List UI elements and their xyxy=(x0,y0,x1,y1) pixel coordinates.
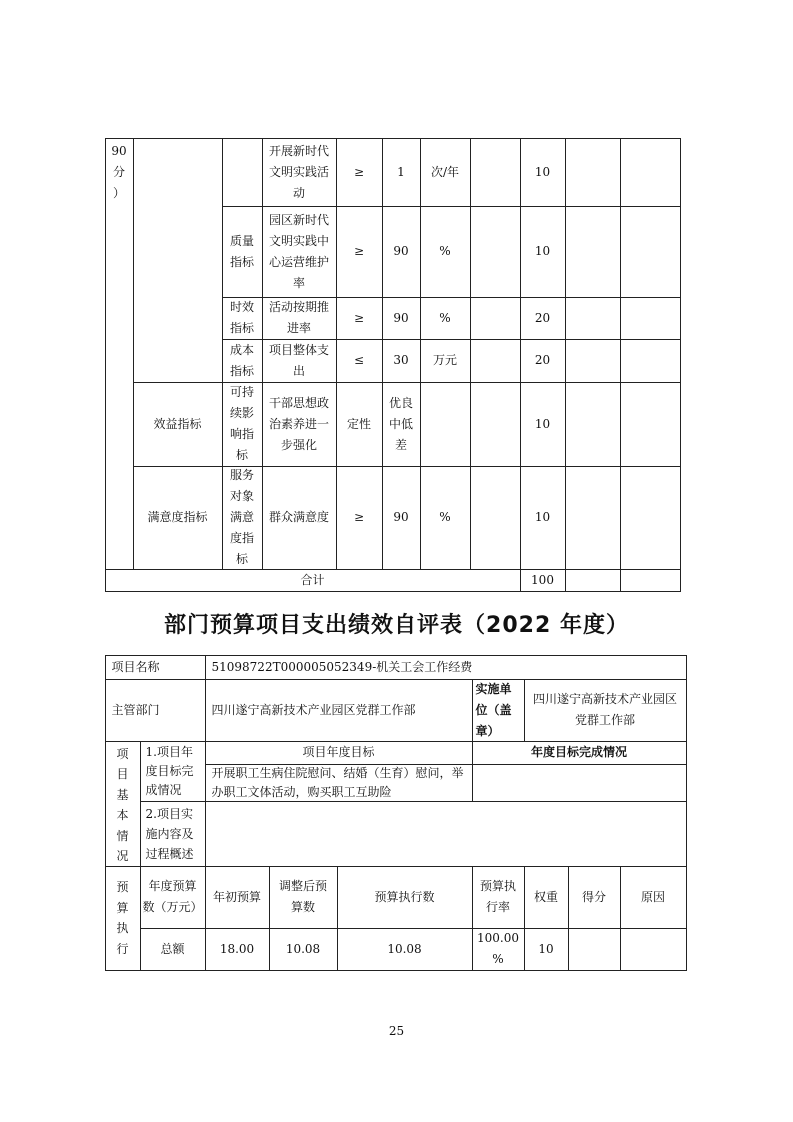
budget-header: 权重 xyxy=(524,866,569,929)
operator: ≥ xyxy=(336,206,383,298)
indicator: 干部思想政 治素养进一 步强化 xyxy=(262,382,337,467)
budget-label: 预 算 执 行 xyxy=(105,866,141,971)
budget-header: 原因 xyxy=(620,866,687,929)
unit: 次/年 xyxy=(420,138,471,207)
score xyxy=(565,297,621,340)
target-value: 30 xyxy=(382,339,421,383)
budget-header: 预算执行数 xyxy=(337,866,473,929)
indicator: 园区新时代 文明实践中 心运营维护 率 xyxy=(262,206,337,298)
goal-header: 项目年度目标 xyxy=(205,741,473,765)
budget-cell xyxy=(568,928,621,971)
weight: 10 xyxy=(520,466,566,570)
impl-unit-label: 实施单 位（盖 章） xyxy=(472,679,525,742)
sub-indicator: 可持 续影 响指 标 xyxy=(222,382,263,467)
sub-indicator xyxy=(222,138,263,207)
project-name: 51098722T000005052349-机关工会工作经费 xyxy=(205,655,687,680)
unit: % xyxy=(420,206,471,298)
score xyxy=(565,382,621,467)
reason xyxy=(620,466,681,570)
weight: 10 xyxy=(520,206,566,298)
unit: % xyxy=(420,297,471,340)
operator: ≥ xyxy=(336,138,383,207)
completion-header: 年度目标完成情况 xyxy=(472,741,687,765)
budget-cell: 总额 xyxy=(140,928,206,971)
score xyxy=(565,206,621,298)
actual-value xyxy=(470,138,521,207)
budget-header: 预算执 行率 xyxy=(472,866,525,929)
budget-cell: 18.00 xyxy=(205,928,270,971)
impl-unit: 四川遂宁高新技术产业园区 党群工作部 xyxy=(524,679,687,742)
unit xyxy=(420,382,471,467)
target-value: 90 xyxy=(382,466,421,570)
impl-content xyxy=(205,801,687,867)
operator: ≤ xyxy=(336,339,383,383)
goal-text: 开展职工生病住院慰问、结婚（生育）慰问，举 办职工文体活动，购买职工互助险 xyxy=(205,764,473,802)
total-score xyxy=(565,569,621,592)
completion-text xyxy=(472,764,687,802)
budget-header: 年度预算 数（万元） xyxy=(140,866,206,929)
indicator: 群众满意度 xyxy=(262,466,337,570)
weight: 10 xyxy=(520,382,566,467)
page-number: 25 xyxy=(388,1024,405,1038)
sub-indicator: 质量 指标 xyxy=(222,206,263,298)
budget-header: 得分 xyxy=(568,866,621,929)
target-value: 优良 中低 差 xyxy=(382,382,421,467)
unit: % xyxy=(420,466,471,570)
total-label: 合计 xyxy=(105,569,521,592)
sub-indicator: 时效 指标 xyxy=(222,297,263,340)
reason xyxy=(620,138,681,207)
indicator: 开展新时代 文明实践活 动 xyxy=(262,138,337,207)
score xyxy=(565,138,621,207)
budget-cell: 10 xyxy=(524,928,569,971)
budget-cell: 10.08 xyxy=(269,928,338,971)
actual-value xyxy=(470,382,521,467)
target-value: 1 xyxy=(382,138,421,207)
reason xyxy=(620,206,681,298)
budget-cell: 10.08 xyxy=(337,928,473,971)
sub-indicator: 服务 对象 满意 度指 标 xyxy=(222,466,263,570)
sub-indicator: 成本 指标 xyxy=(222,339,263,383)
project-name-label: 项目名称 xyxy=(105,655,206,680)
weight: 10 xyxy=(520,138,566,207)
weight: 20 xyxy=(520,297,566,340)
indicator: 活动按期推 进率 xyxy=(262,297,337,340)
weight: 20 xyxy=(520,339,566,383)
basic-info-label: 项 目 基 本 情 况 xyxy=(105,741,141,867)
reason xyxy=(620,339,681,383)
budget-header: 年初预算 xyxy=(205,866,270,929)
reason xyxy=(620,382,681,467)
actual-value xyxy=(470,297,521,340)
actual-value xyxy=(470,339,521,383)
page-title: 部门预算项目支出绩效自评表（2022 年度） xyxy=(164,613,629,638)
total-reason xyxy=(620,569,681,592)
total-value: 100 xyxy=(520,569,566,592)
score xyxy=(565,466,621,570)
target-value: 90 xyxy=(382,297,421,340)
budget-header: 调整后预 算数 xyxy=(269,866,338,929)
operator: ≥ xyxy=(336,466,383,570)
operator: ≥ xyxy=(336,297,383,340)
actual-value xyxy=(470,206,521,298)
actual-value xyxy=(470,466,521,570)
target-value: 90 xyxy=(382,206,421,298)
category-cell xyxy=(133,138,223,383)
category-cell: 效益指标 xyxy=(133,382,223,467)
dept-label: 主管部门 xyxy=(105,679,206,742)
operator: 定性 xyxy=(336,382,383,467)
unit: 万元 xyxy=(420,339,471,383)
score xyxy=(565,339,621,383)
score-cell: 90 分 ） xyxy=(105,138,134,570)
dept: 四川遂宁高新技术产业园区党群工作部 xyxy=(205,679,473,742)
reason xyxy=(620,297,681,340)
budget-cell: 100.00 % xyxy=(472,928,525,971)
indicator: 项目整体支 出 xyxy=(262,339,337,383)
budget-cell xyxy=(620,928,687,971)
goal-label: 1.项目年 度目标完 成情况 xyxy=(140,741,206,802)
impl-content-label: 2.项目实 施内容及 过程概述 xyxy=(140,801,206,867)
category-cell: 满意度指标 xyxy=(133,466,223,570)
